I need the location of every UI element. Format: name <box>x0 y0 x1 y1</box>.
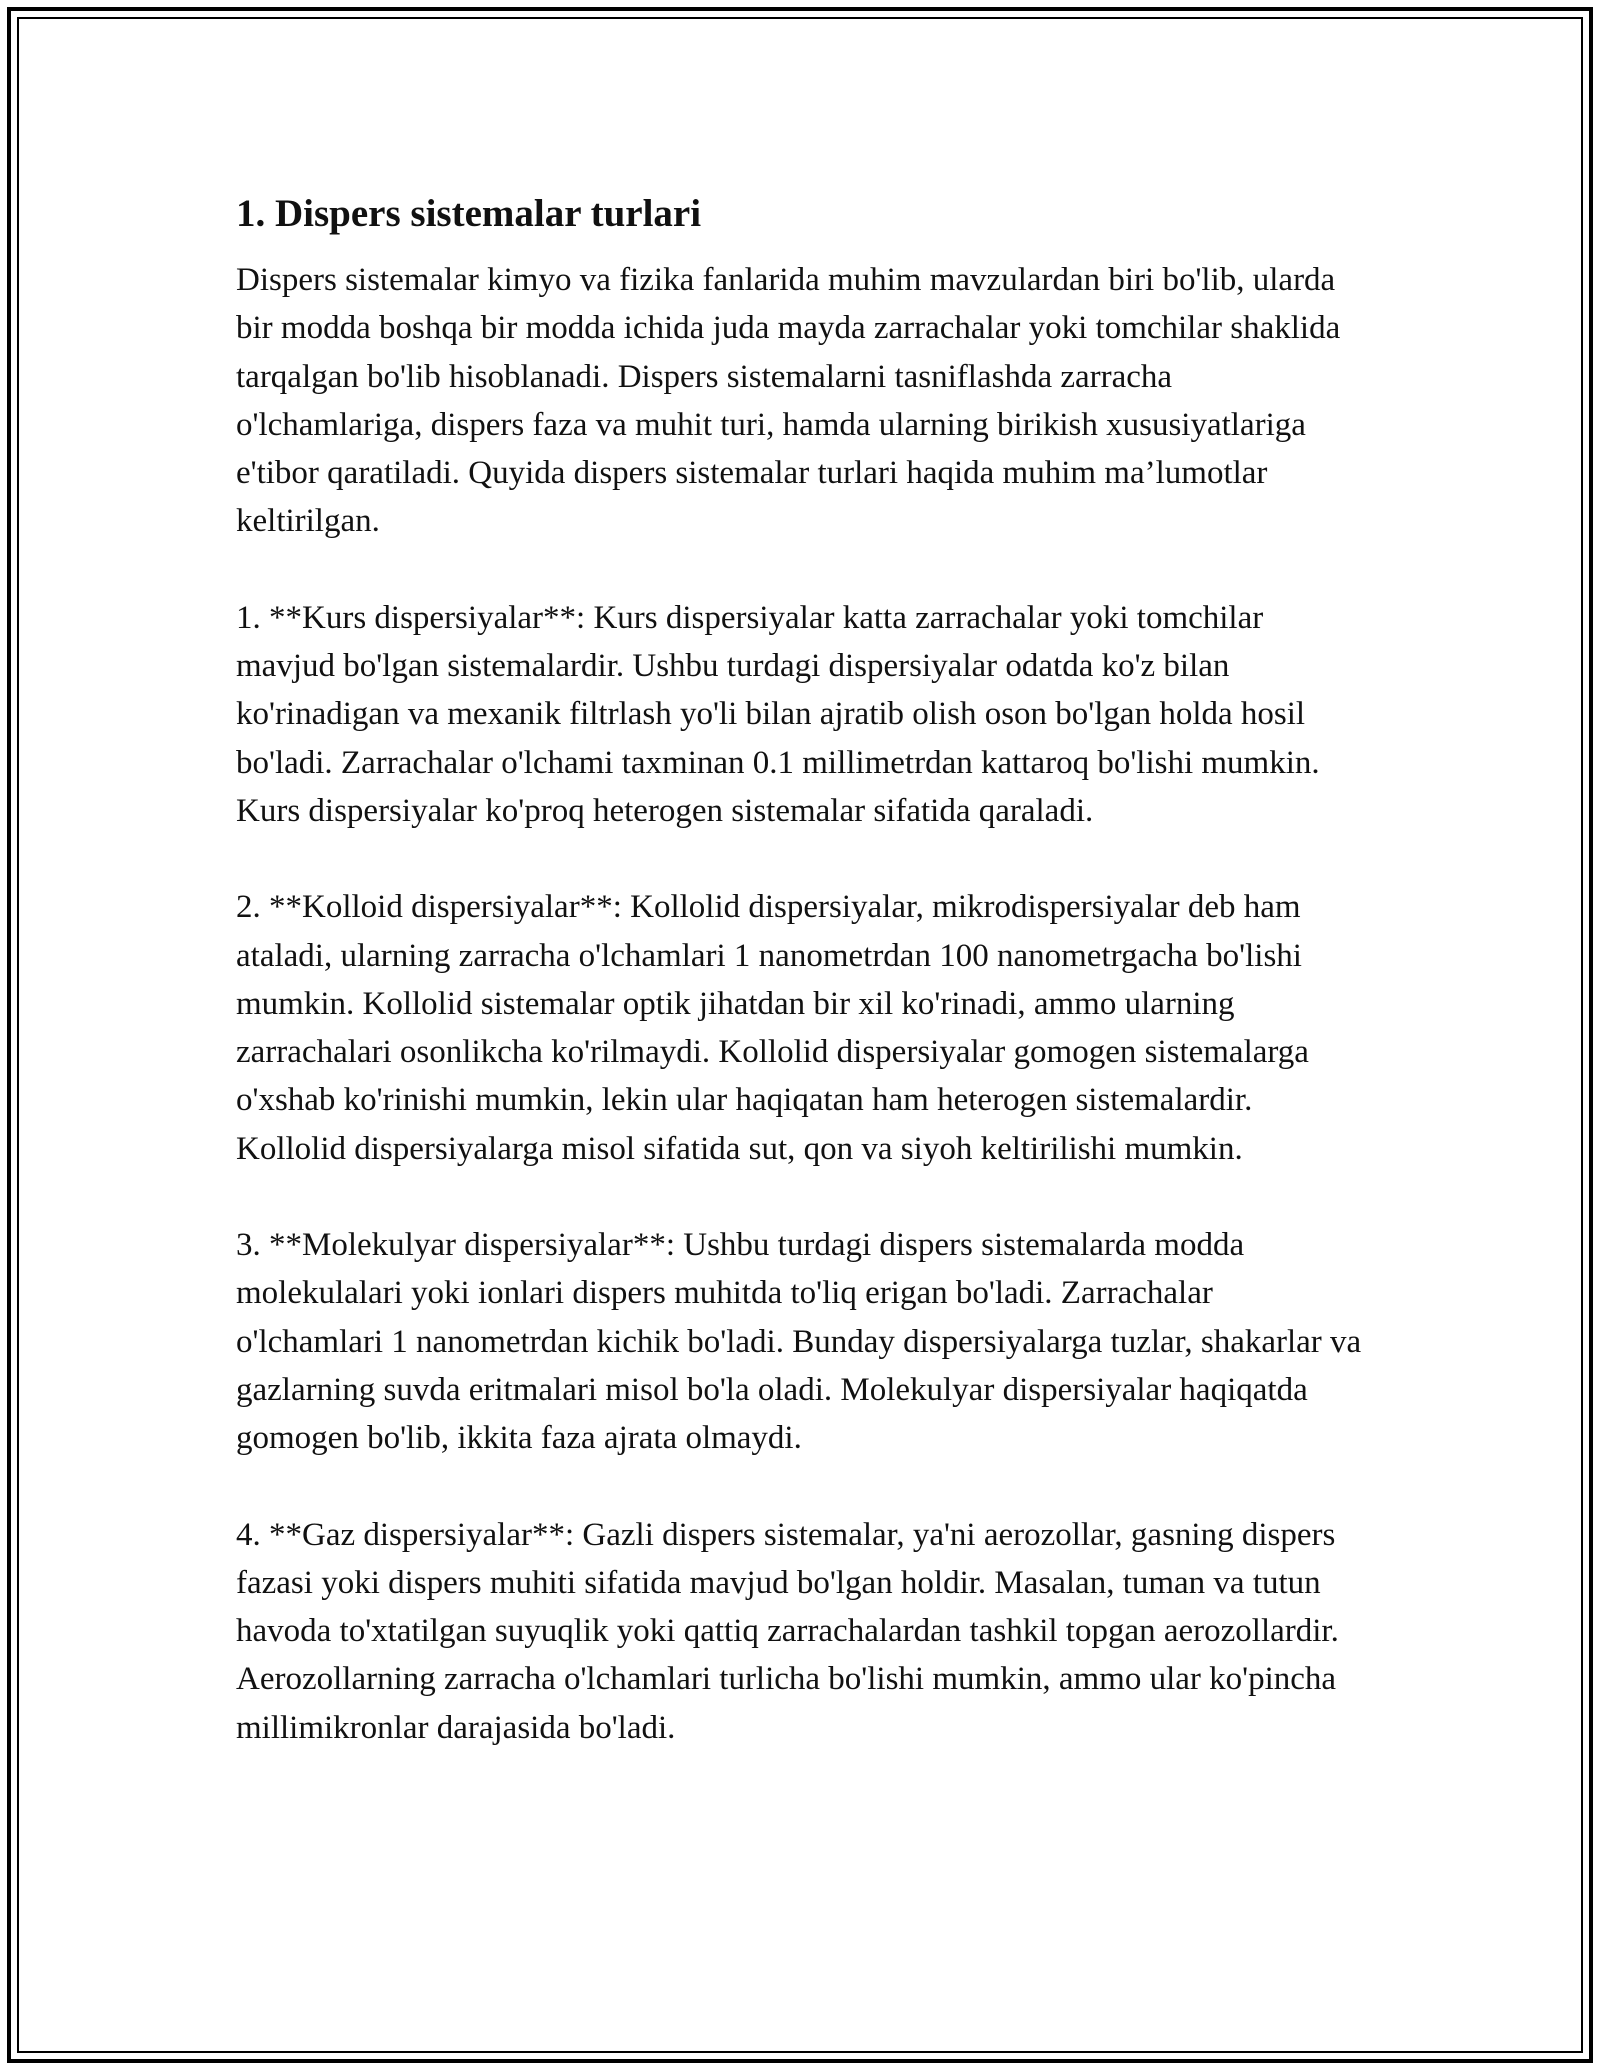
page-title: 1. Dispers sistemalar turlari <box>236 192 702 235</box>
document-body <box>236 186 1366 1800</box>
paragraph-kolloid-dispersiyalar: 2. **Kolloid dispersiyalar**: Kollolid dispersiyalar, mikrodispersiyalar deb ham ataladi, ularning zarracha o'lchamlari 1 nanometrdan 100 nanometrgacha bo'lishi mumkin. Kollolid sistemalar optik jihatdan bir xil ko'rinadi, ammo ularning zarrachalari osonlikcha ko'rilmaydi. Kollolid dispersiyalar gomogen sistemalarga o'xshab ko'rinishi mumkin, lekin ular haqiqatan ham heterogen sistemalardir. Kollolid dispersiyalarga misol sifatida sut, qon va siyoh keltirilishi mumkin. <box>236 889 1309 1167</box>
paragraph-kurs-dispersiyalar: 1. **Kurs dispersiyalar**: Kurs dispersiyalar katta zarrachalar yoki tomchilar mavjud bo'lgan sistemalardir. Ushbu turdagi dispersiyalar odatda ko'z bilan ko'rinadigan va mexanik filtrlash yo'li bilan ajratib olish oson bo'lgan holda hosil bo'ladi. Zarrachalar o'lchami taxminan 0.1 millimetrdan kattaroq bo'lishi mumkin. Kurs dispersiyalar ko'proq heterogen sistemalar sifatida qaraladi. <box>236 599 1320 829</box>
paragraph-gaz-dispersiyalar: 4. **Gaz dispersiyalar**: Gazli dispers sistemalar, ya'ni aerozollar, gasning dispers fazasi yoki dispers muhiti sifatida mavjud bo'lgan holdir. Masalan, tuman va tutun havoda to'xtatilgan suyuqlik yoki qattiq zarrachalardan tashkil topgan aerozollardir. Aerozollarning zarracha o'lchamlari turlicha bo'lishi mumkin, ammo ular ko'pincha millimikronlar darajasida bo'ladi. <box>236 1516 1339 1746</box>
intro-paragraph: Dispers sistemalar kimyo va fizika fanlarida muhim mavzulardan biri bo'lib, ularda bir modda boshqa bir modda ichida juda mayda zarrachalar yoki tomchilar shaklida tarqalgan bo'lib hisoblanadi. Dispers sistemalarni tasniflashda zarracha o'lchamlariga, dispers faza va muhit turi, hamda ularning birikish xususiyatlariga e'tibor qaratiladi. Quyida dispers sistemalar turlari haqida muhim ma’lumotlar keltirilgan. <box>236 262 1341 540</box>
paragraph-molekulyar-dispersiyalar: 3. **Molekulyar dispersiyalar**: Ushbu turdagi dispers sistemalarda modda molekulalari yoki ionlari dispers muhitda to'liq erigan bo'ladi. Zarrachalar o'lchamlari 1 nanometrdan kichik bo'ladi. Bunday dispersiyalarga tuzlar, shakarlar va gazlarning suvda eritmalari misol bo'la oladi. Molekulyar dispersiyalar haqiqatda gomogen bo'lib, ikkita faza ajrata olmaydi. <box>236 1227 1362 1457</box>
